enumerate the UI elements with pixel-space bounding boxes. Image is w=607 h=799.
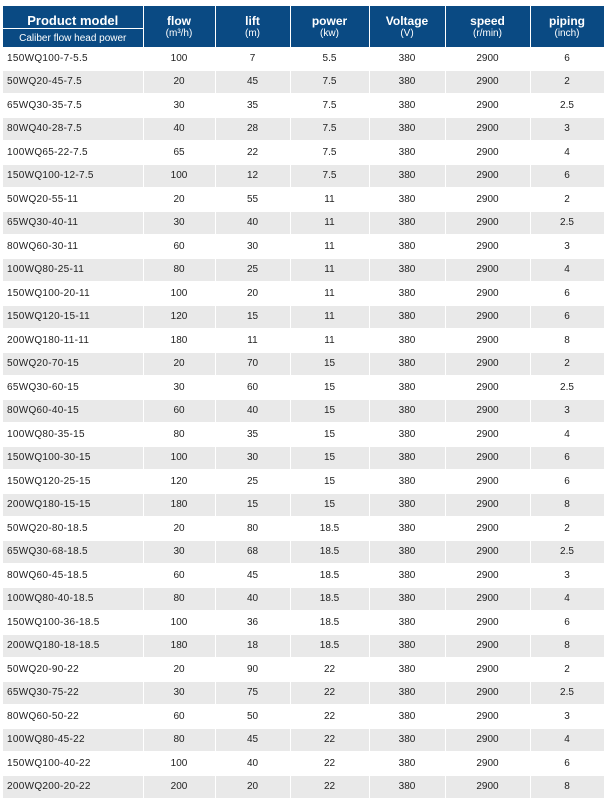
header-flow — [143, 6, 215, 47]
cell-flow: 100 — [143, 446, 215, 470]
cell-speed: 2900 — [445, 681, 530, 705]
cell-flow: 30 — [143, 681, 215, 705]
cell-model: 65WQ30-60-15 — [3, 376, 143, 400]
cell-voltage: 380 — [369, 188, 445, 212]
cell-piping: 3 — [530, 399, 604, 423]
header-voltage-unit: (V) — [400, 28, 414, 39]
cell-model: 65WQ30-40-11 — [3, 211, 143, 235]
cell-piping: 8 — [530, 634, 604, 658]
cell-voltage: 380 — [369, 329, 445, 353]
cell-lift: 45 — [215, 70, 290, 94]
cell-lift: 80 — [215, 517, 290, 541]
header-piping-unit: (inch) — [554, 28, 580, 39]
cell-model: 80WQ60-40-15 — [3, 399, 143, 423]
cell-piping: 4 — [530, 258, 604, 282]
table-row — [3, 305, 604, 329]
cell-model: 65WQ30-35-7.5 — [3, 94, 143, 118]
header-power-unit: (kw) — [320, 28, 339, 39]
cell-flow: 80 — [143, 423, 215, 447]
table-row — [3, 94, 604, 118]
cell-lift: 35 — [215, 423, 290, 447]
cell-power: 5.5 — [290, 47, 369, 70]
cell-lift: 22 — [215, 141, 290, 165]
cell-flow: 100 — [143, 282, 215, 306]
cell-voltage: 380 — [369, 446, 445, 470]
cell-model: 150WQ100-12-7.5 — [3, 164, 143, 188]
cell-piping: 3 — [530, 705, 604, 729]
cell-power: 11 — [290, 235, 369, 259]
cell-power: 15 — [290, 423, 369, 447]
cell-piping: 4 — [530, 423, 604, 447]
header-voltage — [369, 6, 445, 47]
table-row — [3, 211, 604, 235]
cell-speed: 2900 — [445, 775, 530, 799]
cell-flow: 200 — [143, 775, 215, 799]
header-lift — [215, 6, 290, 47]
cell-lift: 25 — [215, 470, 290, 494]
table-row — [3, 658, 604, 682]
cell-voltage: 380 — [369, 658, 445, 682]
cell-speed: 2900 — [445, 376, 530, 400]
header-power-label: power — [311, 14, 348, 28]
cell-voltage: 380 — [369, 399, 445, 423]
cell-lift: 60 — [215, 376, 290, 400]
header-speed — [445, 6, 530, 47]
table-row — [3, 258, 604, 282]
cell-lift: 55 — [215, 188, 290, 212]
cell-voltage: 380 — [369, 728, 445, 752]
header-piping-label: piping — [549, 14, 585, 28]
cell-power: 11 — [290, 282, 369, 306]
table-row — [3, 141, 604, 165]
cell-speed: 2900 — [445, 587, 530, 611]
cell-speed: 2900 — [445, 517, 530, 541]
cell-flow: 100 — [143, 47, 215, 70]
cell-piping: 3 — [530, 117, 604, 141]
cell-piping: 2 — [530, 658, 604, 682]
cell-flow: 100 — [143, 611, 215, 635]
cell-lift: 18 — [215, 634, 290, 658]
cell-model: 200WQ200-20-22 — [3, 775, 143, 799]
cell-model: 100WQ65-22-7.5 — [3, 141, 143, 165]
cell-lift: 75 — [215, 681, 290, 705]
cell-model: 50WQ20-80-18.5 — [3, 517, 143, 541]
cell-power: 11 — [290, 258, 369, 282]
cell-voltage: 380 — [369, 352, 445, 376]
cell-power: 22 — [290, 752, 369, 776]
cell-flow: 20 — [143, 70, 215, 94]
cell-voltage: 380 — [369, 258, 445, 282]
header-product-model: Product model — [3, 6, 143, 29]
cell-piping: 2.5 — [530, 681, 604, 705]
table-row — [3, 423, 604, 447]
cell-speed: 2900 — [445, 540, 530, 564]
cell-model: 150WQ100-7-5.5 — [3, 47, 143, 70]
cell-power: 11 — [290, 305, 369, 329]
cell-model: 100WQ80-40-18.5 — [3, 587, 143, 611]
cell-piping: 8 — [530, 775, 604, 799]
cell-speed: 2900 — [445, 728, 530, 752]
cell-power: 7.5 — [290, 94, 369, 118]
cell-power: 22 — [290, 705, 369, 729]
table-row — [3, 235, 604, 259]
table-row — [3, 564, 604, 588]
cell-model: 80WQ60-50-22 — [3, 705, 143, 729]
cell-lift: 30 — [215, 235, 290, 259]
cell-power: 18.5 — [290, 517, 369, 541]
table-row — [3, 352, 604, 376]
cell-voltage: 380 — [369, 376, 445, 400]
header-speed-label: speed — [470, 14, 505, 28]
cell-lift: 45 — [215, 564, 290, 588]
cell-flow: 100 — [143, 164, 215, 188]
cell-piping: 2.5 — [530, 211, 604, 235]
cell-power: 18.5 — [290, 540, 369, 564]
table-row — [3, 70, 604, 94]
cell-lift: 35 — [215, 94, 290, 118]
cell-flow: 120 — [143, 305, 215, 329]
cell-model: 150WQ100-20-11 — [3, 282, 143, 306]
cell-piping: 8 — [530, 493, 604, 517]
cell-piping: 8 — [530, 329, 604, 353]
cell-power: 7.5 — [290, 70, 369, 94]
table-row — [3, 329, 604, 353]
cell-speed: 2900 — [445, 705, 530, 729]
cell-voltage: 380 — [369, 681, 445, 705]
cell-power: 15 — [290, 446, 369, 470]
cell-speed: 2900 — [445, 423, 530, 447]
cell-speed: 2900 — [445, 564, 530, 588]
cell-model: 150WQ100-40-22 — [3, 752, 143, 776]
header-row — [3, 6, 604, 29]
cell-flow: 30 — [143, 540, 215, 564]
cell-model: 200WQ180-18-18.5 — [3, 634, 143, 658]
cell-speed: 2900 — [445, 658, 530, 682]
cell-voltage: 380 — [369, 587, 445, 611]
cell-model: 100WQ80-25-11 — [3, 258, 143, 282]
cell-lift: 50 — [215, 705, 290, 729]
cell-flow: 100 — [143, 752, 215, 776]
cell-voltage: 380 — [369, 634, 445, 658]
cell-piping: 6 — [530, 611, 604, 635]
cell-flow: 30 — [143, 211, 215, 235]
table-row — [3, 493, 604, 517]
cell-voltage: 380 — [369, 117, 445, 141]
cell-flow: 20 — [143, 658, 215, 682]
cell-voltage: 380 — [369, 611, 445, 635]
cell-lift: 40 — [215, 399, 290, 423]
cell-speed: 2900 — [445, 188, 530, 212]
cell-voltage: 380 — [369, 305, 445, 329]
cell-flow: 60 — [143, 235, 215, 259]
table-row — [3, 47, 604, 70]
cell-piping: 2 — [530, 517, 604, 541]
cell-lift: 12 — [215, 164, 290, 188]
cell-power: 7.5 — [290, 141, 369, 165]
cell-voltage: 380 — [369, 423, 445, 447]
table-row — [3, 752, 604, 776]
cell-power: 18.5 — [290, 611, 369, 635]
cell-voltage: 380 — [369, 493, 445, 517]
cell-power: 18.5 — [290, 634, 369, 658]
table-row — [3, 634, 604, 658]
cell-model: 150WQ100-30-15 — [3, 446, 143, 470]
cell-power: 15 — [290, 352, 369, 376]
cell-lift: 25 — [215, 258, 290, 282]
table-row — [3, 282, 604, 306]
cell-lift: 68 — [215, 540, 290, 564]
cell-voltage: 380 — [369, 141, 445, 165]
cell-lift: 7 — [215, 47, 290, 70]
cell-flow: 180 — [143, 493, 215, 517]
cell-speed: 2900 — [445, 258, 530, 282]
cell-power: 7.5 — [290, 117, 369, 141]
cell-model: 80WQ60-30-11 — [3, 235, 143, 259]
cell-model: 100WQ80-45-22 — [3, 728, 143, 752]
cell-flow: 30 — [143, 376, 215, 400]
cell-model: 150WQ120-15-11 — [3, 305, 143, 329]
cell-voltage: 380 — [369, 94, 445, 118]
cell-speed: 2900 — [445, 329, 530, 353]
cell-speed: 2900 — [445, 70, 530, 94]
cell-power: 7.5 — [290, 164, 369, 188]
table-row — [3, 540, 604, 564]
cell-model: 150WQ120-25-15 — [3, 470, 143, 494]
cell-power: 22 — [290, 775, 369, 799]
cell-flow: 80 — [143, 728, 215, 752]
table-row — [3, 188, 604, 212]
cell-speed: 2900 — [445, 634, 530, 658]
cell-model: 50WQ20-45-7.5 — [3, 70, 143, 94]
cell-lift: 45 — [215, 728, 290, 752]
cell-speed: 2900 — [445, 446, 530, 470]
cell-piping: 6 — [530, 282, 604, 306]
cell-lift: 90 — [215, 658, 290, 682]
cell-piping: 2.5 — [530, 540, 604, 564]
table-body — [3, 47, 604, 799]
cell-speed: 2900 — [445, 211, 530, 235]
cell-model: 80WQ60-45-18.5 — [3, 564, 143, 588]
cell-speed: 2900 — [445, 611, 530, 635]
cell-speed: 2900 — [445, 470, 530, 494]
cell-power: 22 — [290, 728, 369, 752]
cell-piping: 2 — [530, 352, 604, 376]
header-voltage-label: Voltage — [385, 14, 429, 28]
cell-piping: 4 — [530, 141, 604, 165]
cell-power: 18.5 — [290, 564, 369, 588]
cell-lift: 11 — [215, 329, 290, 353]
cell-flow: 80 — [143, 587, 215, 611]
table-row — [3, 517, 604, 541]
cell-flow: 180 — [143, 634, 215, 658]
cell-flow: 20 — [143, 188, 215, 212]
cell-voltage: 380 — [369, 164, 445, 188]
cell-piping: 2.5 — [530, 376, 604, 400]
cell-flow: 20 — [143, 517, 215, 541]
cell-speed: 2900 — [445, 47, 530, 70]
cell-piping: 6 — [530, 446, 604, 470]
cell-voltage: 380 — [369, 705, 445, 729]
cell-voltage: 380 — [369, 517, 445, 541]
cell-power: 11 — [290, 329, 369, 353]
cell-model: 50WQ20-55-11 — [3, 188, 143, 212]
cell-lift: 40 — [215, 587, 290, 611]
cell-lift: 40 — [215, 211, 290, 235]
table-row — [3, 376, 604, 400]
header-lift-unit: (m) — [245, 28, 260, 39]
cell-model: 100WQ80-35-15 — [3, 423, 143, 447]
cell-model: 65WQ30-75-22 — [3, 681, 143, 705]
cell-piping: 6 — [530, 470, 604, 494]
cell-lift: 28 — [215, 117, 290, 141]
cell-flow: 120 — [143, 470, 215, 494]
cell-power: 22 — [290, 658, 369, 682]
cell-speed: 2900 — [445, 399, 530, 423]
cell-piping: 2 — [530, 188, 604, 212]
cell-flow: 30 — [143, 94, 215, 118]
cell-lift: 36 — [215, 611, 290, 635]
cell-model: 200WQ180-11-11 — [3, 329, 143, 353]
cell-piping: 2 — [530, 70, 604, 94]
cell-voltage: 380 — [369, 70, 445, 94]
table-row — [3, 705, 604, 729]
cell-flow: 80 — [143, 258, 215, 282]
cell-lift: 70 — [215, 352, 290, 376]
cell-power: 18.5 — [290, 587, 369, 611]
table-row — [3, 775, 604, 799]
header-piping — [530, 6, 604, 47]
cell-piping: 4 — [530, 587, 604, 611]
cell-piping: 2.5 — [530, 94, 604, 118]
cell-voltage: 380 — [369, 564, 445, 588]
cell-flow: 180 — [143, 329, 215, 353]
table-row — [3, 399, 604, 423]
cell-lift: 15 — [215, 493, 290, 517]
cell-power: 15 — [290, 376, 369, 400]
cell-voltage: 380 — [369, 775, 445, 799]
cell-speed: 2900 — [445, 305, 530, 329]
table-row — [3, 446, 604, 470]
table-row — [3, 611, 604, 635]
cell-speed: 2900 — [445, 164, 530, 188]
table-row — [3, 470, 604, 494]
table-row — [3, 117, 604, 141]
cell-model: 80WQ40-28-7.5 — [3, 117, 143, 141]
table-row — [3, 728, 604, 752]
pump-spec-table — [3, 6, 605, 799]
cell-piping: 6 — [530, 752, 604, 776]
cell-voltage: 380 — [369, 470, 445, 494]
cell-piping: 6 — [530, 305, 604, 329]
cell-piping: 6 — [530, 47, 604, 70]
cell-power: 11 — [290, 211, 369, 235]
cell-lift: 15 — [215, 305, 290, 329]
cell-power: 22 — [290, 681, 369, 705]
header-flow-label: flow — [167, 14, 191, 28]
header-sub-label: Caliber flow head power — [3, 29, 143, 48]
header-flow-unit: (m³/h) — [165, 28, 193, 39]
cell-speed: 2900 — [445, 752, 530, 776]
table-row — [3, 164, 604, 188]
cell-piping: 6 — [530, 164, 604, 188]
cell-flow: 40 — [143, 117, 215, 141]
cell-flow: 60 — [143, 399, 215, 423]
cell-lift: 20 — [215, 282, 290, 306]
cell-model: 150WQ100-36-18.5 — [3, 611, 143, 635]
cell-flow: 60 — [143, 564, 215, 588]
cell-lift: 30 — [215, 446, 290, 470]
cell-voltage: 380 — [369, 752, 445, 776]
cell-model: 200WQ180-15-15 — [3, 493, 143, 517]
cell-voltage: 380 — [369, 211, 445, 235]
cell-flow: 60 — [143, 705, 215, 729]
cell-speed: 2900 — [445, 235, 530, 259]
table-row — [3, 587, 604, 611]
cell-power: 15 — [290, 470, 369, 494]
cell-piping: 3 — [530, 564, 604, 588]
table-row — [3, 681, 604, 705]
cell-flow: 65 — [143, 141, 215, 165]
cell-power: 15 — [290, 493, 369, 517]
cell-model: 50WQ20-90-22 — [3, 658, 143, 682]
cell-voltage: 380 — [369, 282, 445, 306]
cell-power: 11 — [290, 188, 369, 212]
cell-speed: 2900 — [445, 352, 530, 376]
header-lift-label: lift — [245, 14, 260, 28]
cell-lift: 20 — [215, 775, 290, 799]
cell-lift: 40 — [215, 752, 290, 776]
cell-voltage: 380 — [369, 235, 445, 259]
cell-piping: 4 — [530, 728, 604, 752]
cell-flow: 20 — [143, 352, 215, 376]
cell-piping: 3 — [530, 235, 604, 259]
cell-speed: 2900 — [445, 117, 530, 141]
cell-speed: 2900 — [445, 493, 530, 517]
cell-model: 65WQ30-68-18.5 — [3, 540, 143, 564]
cell-power: 15 — [290, 399, 369, 423]
cell-speed: 2900 — [445, 282, 530, 306]
header-speed-unit: (r/min) — [473, 28, 502, 39]
cell-voltage: 380 — [369, 47, 445, 70]
cell-model: 50WQ20-70-15 — [3, 352, 143, 376]
cell-voltage: 380 — [369, 540, 445, 564]
cell-speed: 2900 — [445, 94, 530, 118]
cell-speed: 2900 — [445, 141, 530, 165]
header-power — [290, 6, 369, 47]
